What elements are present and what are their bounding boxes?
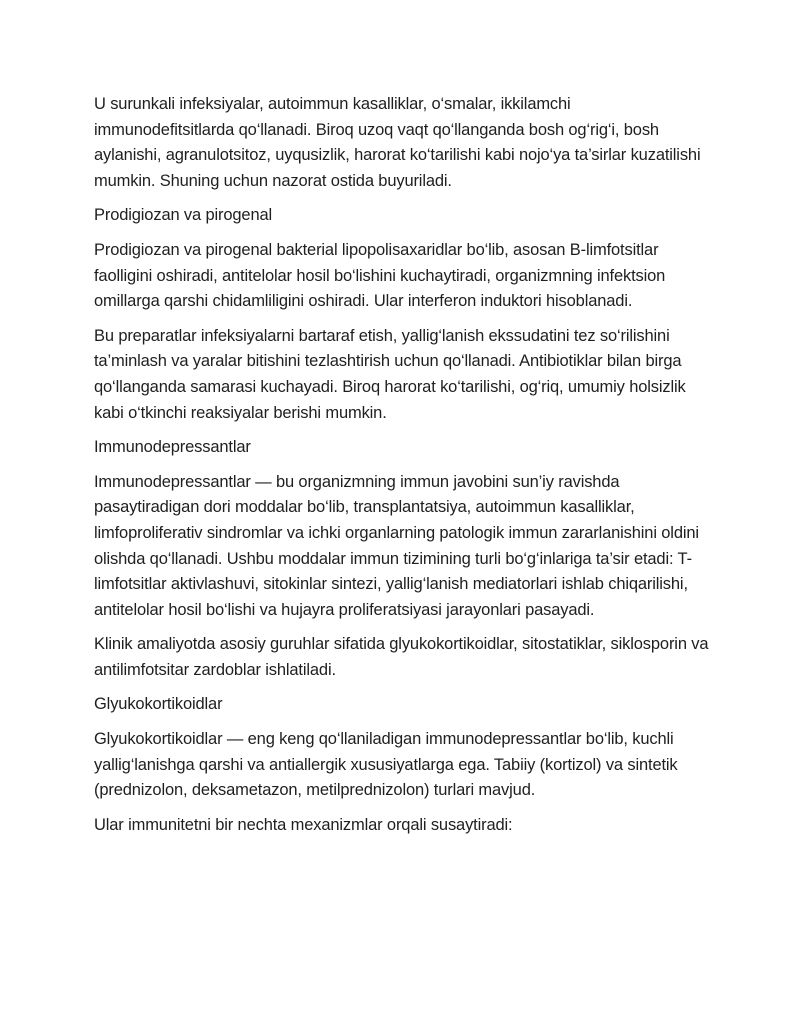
paragraph-intro: U surunkali infeksiyalar, autoimmun kasalliklar, o‘smalar, ikkilamchi immunodefitsitlarda qo‘llanadi. Biroq uzoq vaqt qo‘llanganda bosh og‘rig‘i, bosh aylanishi, agranulotsitoz, uyqusizlik, harorat ko‘tarilishi kabi nojo‘ya ta’sirlar kuzatilishi mumkin. Shuning uchun nazorat ostida buyuriladi. [94,95,701,190]
paragraph-immunodepressantlar-definition: Immunodepressantlar — bu organizmning immun javobini sun’iy ravishda pasaytiradigan dori moddalar bo‘lib, transplantatsiya, autoimmun kasalliklar, limfoproliferativ sindromlar va ichki organlarning patologik immun zararlanishini oldini olishda qo‘llanadi. Ushbu moddalar immun tizimining turli bo‘g‘inlariga ta’sir etadi: T-limfotsitlar aktivlashuvi, sitokinlar sintezi, yallig‘lanish mediatorlari ishlab chiqarilishi, antitelolar hosil bo‘lishi va hujayra proliferatsiyasi jarayonlari pasayadi. [94,472,699,619]
document-page [94,92,714,847]
paragraph-prodigiozan-description: Prodigiozan va pirogenal bakterial lipopolisaxaridlar bo‘lib, asosan B-limfotsitlar faolligini oshiradi, antitelolar hosil bo‘lishini kuchaytiradi, organizmning infektsion omillarga qarshi chidamliligini oshiradi. Ular interferon induktori hisoblanadi. [94,240,666,311]
paragraph-clinical-groups: Klinik amaliyotda asosiy guruhlar sifatida glyukokortikoidlar, sitostatiklar, siklosporin va antilimfotsitar zardoblar ishlatiladi. [94,635,709,679]
heading-prodigiozan: Prodigiozan va pirogenal [94,206,273,225]
paragraph-mechanisms-intro: Ular immunitetni bir nechta mexanizmlar orqali susaytiradi: [94,815,513,834]
heading-immunodepressantlar: Immunodepressantlar [94,438,251,457]
heading-glyukokortikoidlar: Glyukokortikoidlar [94,695,223,714]
paragraph-prodigiozan-usage: Bu preparatlar infeksiyalarni bartaraf etish, yallig‘lanish ekssudatini tez so‘rilishini ta’minlash va yaralar bitishini tezlashtirish uchun qo‘llanadi. Antibiotiklar bilan birga qo‘llanganda samarasi kuchayadi. Biroq harorat ko‘tarilishi, og‘riq, umumiy holsizlik kabi o‘tkinchi reaksiyalar berishi mumkin. [94,326,686,422]
paragraph-glyukokortikoidlar-description: Glyukokortikoidlar — eng keng qo‘llaniladigan immunodepressantlar bo‘lib, kuchli yallig‘lanishga qarshi va antiallergik xususiyatlarga ega. Tabiiy (kortizol) va sintetik (prednizolon, deksametazon, metilprednizolon) turlari mavjud. [94,730,678,800]
